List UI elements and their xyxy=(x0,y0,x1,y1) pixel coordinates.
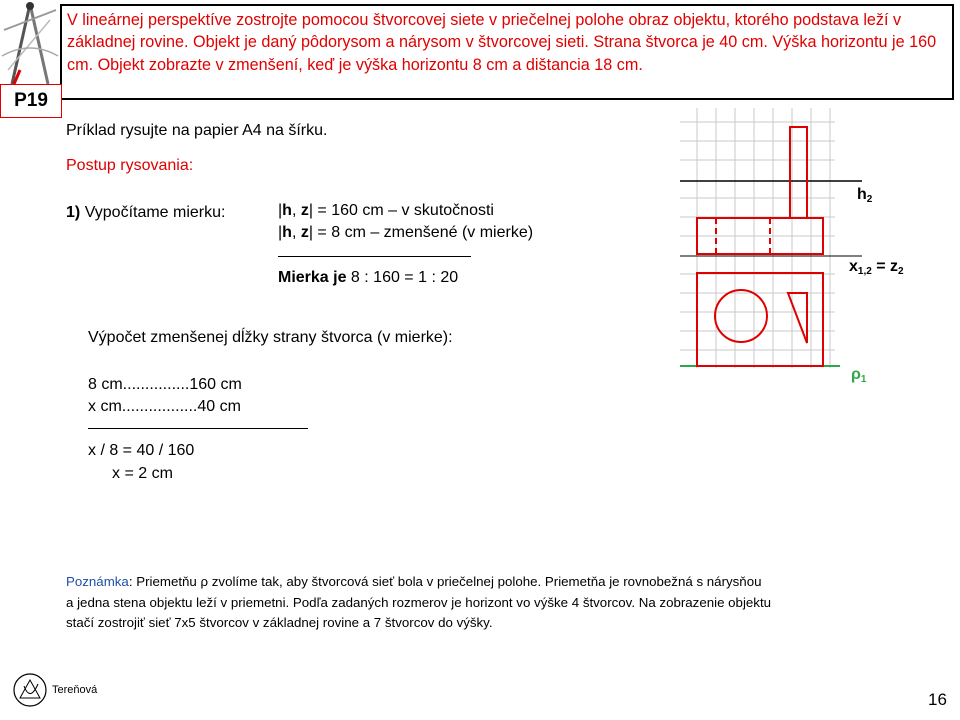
calc-line-2: x cm.................40 cm xyxy=(88,398,241,415)
compass-logo-icon xyxy=(0,0,60,86)
author-name: Tereňová xyxy=(52,684,98,696)
equation-real: |h, z| = 160 cm – v skutočnosti xyxy=(278,202,494,219)
author-logo-icon xyxy=(12,672,48,708)
step-1 xyxy=(66,202,225,224)
scale-result: Mierka je 8 : 160 = 1 : 20 xyxy=(278,269,459,286)
assignment-text: V lineárnej perspektíve zostrojte pomocou štvorcovej siete v priečelnej polohe obraz objektu, ktorého podstava leží v základnej rovine. Objekt je daný pôdorysom a nárysom v štvorcovej sieti. Strana štvorca je 40 cm. Výška horizontu je 160 cm. Objekt zobrazte v zmenšení, keď je výška horizontu 8 cm a dištancia 18 cm. xyxy=(67,11,937,74)
calc-divider xyxy=(88,428,308,429)
note-paragraph xyxy=(66,572,926,634)
calc-line-4: x = 2 cm xyxy=(112,465,173,482)
calc-heading: Výpočet zmenšenej dĺžky strany štvorca (v mierke): xyxy=(88,329,453,346)
calc-line-1: 8 cm...............160 cm xyxy=(88,376,242,393)
paper-instruction: Príklad rysujte na papier A4 na šírku. xyxy=(66,122,328,139)
plan-elevation-figure xyxy=(670,105,960,395)
label-x12-z2: $x_{1,2} = z_2$ xyxy=(849,258,904,277)
equation-scaled: |h, z| = 8 cm – zmenšené (v mierke) xyxy=(278,224,534,241)
step-1-text: Vypočítame mierku: xyxy=(84,204,226,221)
exercise-badge: P19 xyxy=(0,84,62,118)
label-rho1: $\rho_1$ xyxy=(851,366,867,385)
step-1-number: 1) xyxy=(66,204,81,221)
note-line-1: : Priemetňu ρ zvolíme tak, aby štvorcová sieť bola v priečelnej polohe. Priemetňa je rovnobežná s nárysňou xyxy=(128,574,762,589)
equation-divider xyxy=(278,256,471,257)
procedure-heading: Postup rysovania: xyxy=(66,157,194,174)
page-number: 16 xyxy=(928,690,947,709)
note-line-2: a jedna stena objektu leží v priemetni. Podľa zadaných rozmerov je horizont vo výške 4 štvorcov. Na zobrazenie objektu xyxy=(66,594,772,610)
calc-line-3: x / 8 = 40 / 160 xyxy=(88,442,195,459)
square-grid xyxy=(680,108,835,368)
note-label: Poznámka xyxy=(66,574,129,589)
label-h2: $h_2$ xyxy=(857,186,873,205)
note-line-3: stačí zostrojiť sieť 7x5 štvorcov v základnej rovine a 7 štvorcov do výšky. xyxy=(66,615,493,630)
